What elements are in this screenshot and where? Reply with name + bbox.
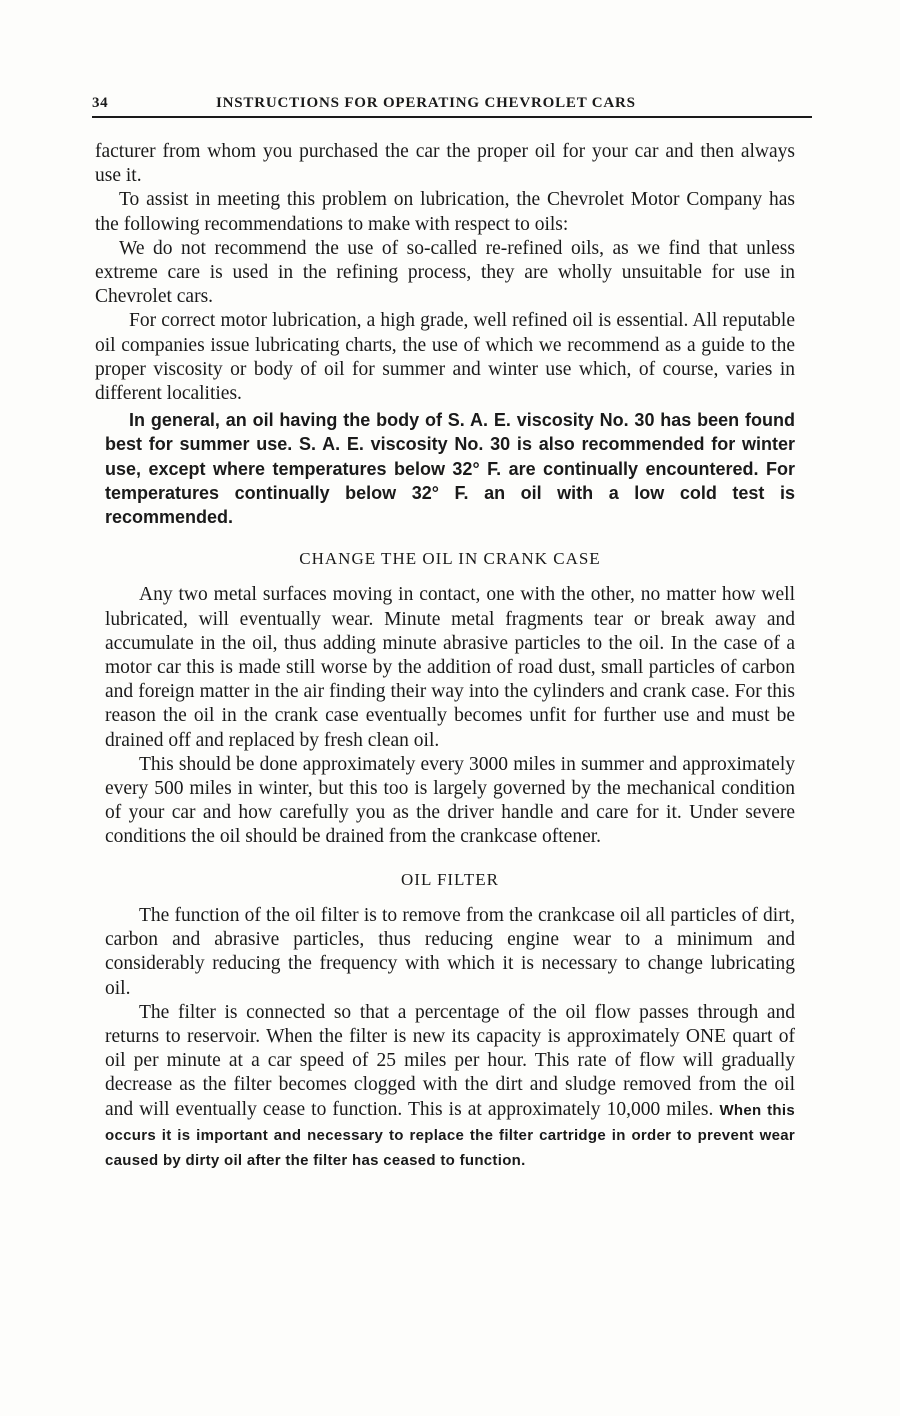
section-change-oil — [95, 583, 795, 849]
section-oil-filter — [95, 904, 795, 1173]
filter-replace-warning: When this occurs it is important and necessary to replace the filter cartridge in order to prevent wear caused by dirty oil after the filter has ceased to function. — [105, 1101, 795, 1169]
body-text — [95, 140, 795, 1173]
paragraph-correct-lubrication: For correct motor lubrication, a high grade, well refined oil is essential. All reputable oil companies issue lubricating charts, the use of which we recommend as a guide to the proper viscosity or body of oil for summer and winter use which, of course, varies in different localities. — [95, 310, 795, 405]
paragraph-re-refined-oils: We do not recommend the use of so-called re-refined oils, as we find that unless extreme care is used in the refining process, they are wholly unsuitable for use in Chevrolet cars. — [95, 237, 795, 308]
paragraph-drain-interval: This should be done approximately every 3000 miles in summer and approximately every 500 miles in winter, but this too is largely governed by the mechanical condition of your car and how carefully you as the driver handle and care for it. Under severe conditions the oil should be drained from the crankcase oftener. — [105, 753, 795, 848]
paragraph-sae-viscosity: In general, an oil having the body of S. A. E. viscosity No. 30 has been found best for summer use. S. A. E. viscosity No. 30 is also recommended for winter use, except where temperatures below 32° F. are continually encountered. For temperatures continually below 32° F. an oil with a low cold test is recommended. — [105, 410, 795, 528]
page-number: 34 — [92, 95, 109, 111]
paragraph-metal-wear: Any two metal surfaces moving in contact, one with the other, no matter how well lubricated, will eventually wear. Minute metal fragments tear or break away and accumulate in the oil, thus adding minute abrasive particles to the oil. In the case of a motor car this is made still worse by the addition of road dust, small particles of carbon and foreign matter in the air finding their way into the cylinders and crank case. For this reason the oil in the crank case eventually becomes unfit for further use and must be drained off and replaced by fresh clean oil. — [105, 584, 795, 751]
paragraph-filter-function: The function of the oil filter is to remove from the crankcase oil all particles of dirt, carbon and abrasive particles, thus reducing engine wear to a minimum and considerably reducing the frequency with which it is necessary to change lubricating oil. — [105, 904, 795, 999]
heading-change-oil: CHANGE THE OIL IN CRANK CASE — [299, 549, 601, 569]
running-header — [92, 92, 812, 118]
heading-oil-filter: OIL FILTER — [401, 869, 499, 889]
running-title: INSTRUCTIONS FOR OPERATING CHEVROLET CARS — [216, 95, 636, 111]
filter-capacity-text: The filter is connected so that a percentage of the oil flow passes through and returns to reservoir. When the filter is new its capacity is approximately ONE quart of oil per minute at a car speed of 25 miles per hour. This rate of flow will gradually decrease as the filter becomes clogged with the dirt and sludge removed from the oil and will eventually cease to function. This is at approximately 10,000 miles. — [105, 1001, 795, 1120]
paragraph-lubrication-assist: To assist in meeting this problem on lubrication, the Chevrolet Motor Company has the following recommendations to make with respect to oils: — [95, 189, 795, 235]
paragraph-continued: facturer from whom you purchased the car the proper oil for your car and then always use it. — [95, 141, 795, 187]
paragraph-filter-capacity — [105, 1001, 795, 1173]
